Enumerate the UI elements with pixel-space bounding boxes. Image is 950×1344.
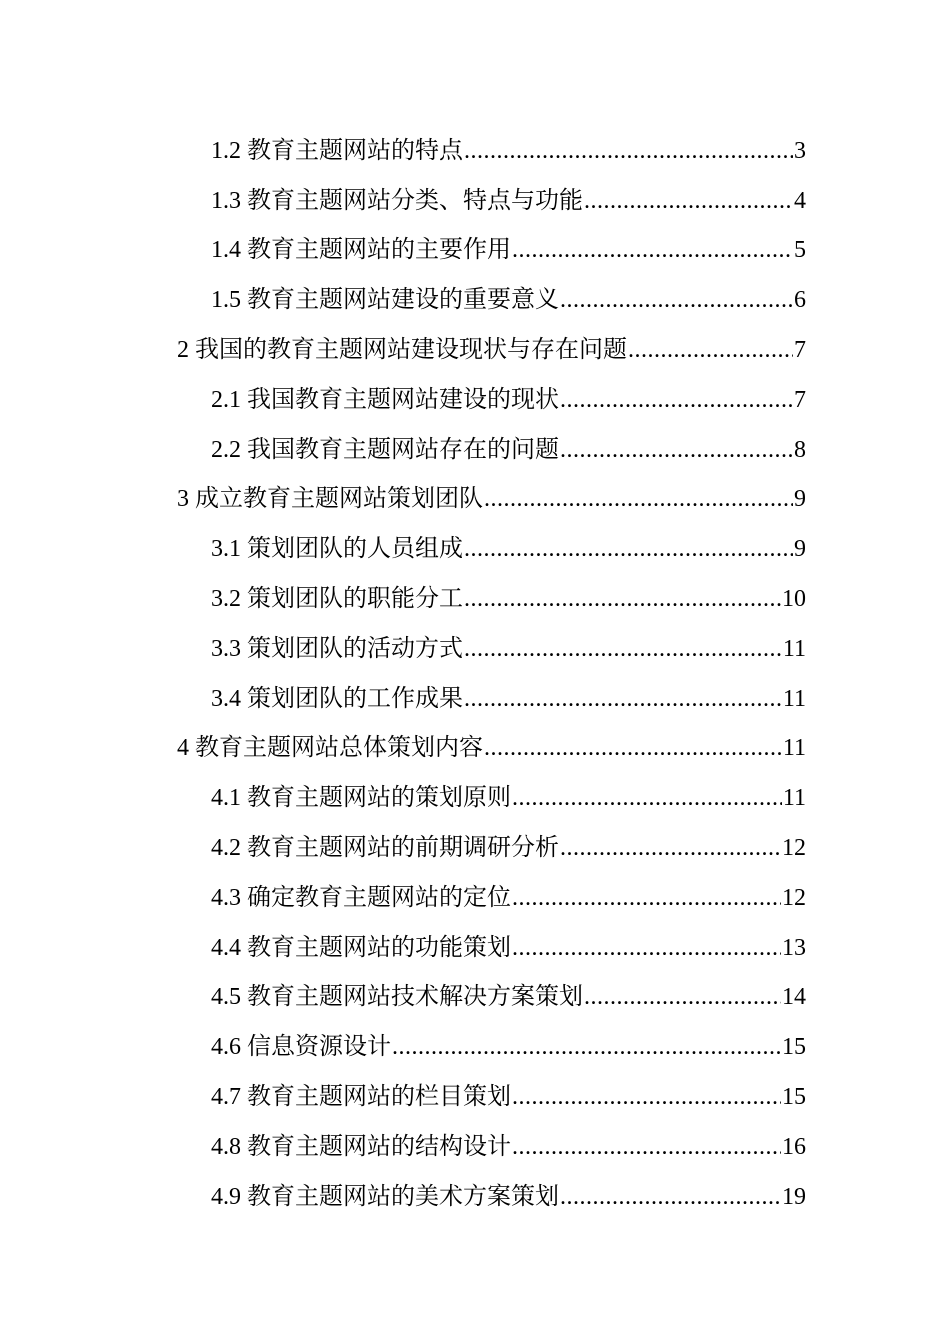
toc-page-number: 11 xyxy=(782,685,806,712)
toc-page-number: 9 xyxy=(794,536,806,563)
toc-entry-title: 4.4 教育主题网站的功能策划 xyxy=(211,934,511,961)
toc-entry[interactable] xyxy=(211,275,806,325)
toc-entry[interactable] xyxy=(211,1072,806,1122)
toc-entry-title: 3.1 策划团队的人员组成 xyxy=(211,536,463,563)
toc-page-number: 11 xyxy=(782,735,806,762)
toc-dot-leader xyxy=(512,1133,781,1161)
toc-entry-title: 4.2 教育主题网站的前期调研分析 xyxy=(211,835,559,862)
toc-dot-leader xyxy=(392,1033,781,1061)
toc-entry[interactable] xyxy=(211,674,806,724)
toc-page-number: 15 xyxy=(782,1034,806,1061)
toc-dot-leader xyxy=(512,784,782,812)
toc-dot-leader xyxy=(512,884,781,912)
toc-page-number: 7 xyxy=(794,386,806,413)
toc-dot-leader xyxy=(464,585,781,613)
toc-page-number: 11 xyxy=(782,635,806,662)
toc-entry-title: 4.8 教育主题网站的结构设计 xyxy=(211,1133,511,1160)
toc-entry-title: 2 我国的教育主题网站建设现状与存在问题 xyxy=(177,337,627,364)
toc-dot-leader xyxy=(484,485,793,513)
toc-entry[interactable] xyxy=(211,176,806,226)
toc-entry[interactable] xyxy=(211,1022,806,1072)
toc-entry[interactable] xyxy=(211,524,806,574)
toc-page-number: 7 xyxy=(794,337,806,364)
toc-entry[interactable] xyxy=(211,624,806,674)
toc-entry-title: 3 成立教育主题网站策划团队 xyxy=(177,486,483,513)
toc-page-number: 12 xyxy=(782,835,806,862)
toc-entry[interactable] xyxy=(211,126,806,176)
toc-chapter-entry[interactable] xyxy=(177,325,806,375)
toc-entry[interactable] xyxy=(211,923,806,973)
toc-entry-title: 3.4 策划团队的工作成果 xyxy=(211,685,463,712)
toc-dot-leader xyxy=(512,236,793,264)
toc-entry[interactable] xyxy=(211,375,806,425)
toc-dot-leader xyxy=(512,1083,781,1111)
toc-dot-leader xyxy=(560,1183,781,1211)
toc-dot-leader xyxy=(464,137,793,165)
toc-dot-leader xyxy=(560,286,793,314)
toc-entry[interactable] xyxy=(211,574,806,624)
toc-entry-title: 4.1 教育主题网站的策划原则 xyxy=(211,785,511,812)
toc-entry[interactable] xyxy=(211,226,806,276)
toc-entry-title: 4.5 教育主题网站技术解决方案策划 xyxy=(211,984,583,1011)
toc-dot-leader xyxy=(628,336,793,364)
toc-entry-title: 4.9 教育主题网站的美术方案策划 xyxy=(211,1183,559,1210)
toc-dot-leader xyxy=(560,436,793,464)
toc-page-number: 4 xyxy=(794,187,806,214)
toc-dot-leader xyxy=(464,635,782,663)
toc-dot-leader xyxy=(484,734,782,762)
toc-dot-leader xyxy=(584,983,781,1011)
toc-entry-title: 1.4 教育主题网站的主要作用 xyxy=(211,237,511,264)
toc-entry-title: 1.5 教育主题网站建设的重要意义 xyxy=(211,287,559,314)
toc-entry-title: 2.1 我国教育主题网站建设的现状 xyxy=(211,386,559,413)
toc-entry[interactable] xyxy=(211,973,806,1023)
toc-entry-title: 3.2 策划团队的职能分工 xyxy=(211,586,463,613)
toc-page-number: 10 xyxy=(782,586,806,613)
toc-page-number: 12 xyxy=(782,884,806,911)
toc-entry[interactable] xyxy=(211,773,806,823)
toc-dot-leader xyxy=(560,386,793,414)
toc-dot-leader xyxy=(512,934,781,962)
toc-entry[interactable] xyxy=(211,425,806,475)
toc-entry-title: 4.3 确定教育主题网站的定位 xyxy=(211,884,511,911)
toc-entry[interactable] xyxy=(211,1172,806,1222)
toc-page-number: 16 xyxy=(782,1133,806,1160)
toc-entry[interactable] xyxy=(211,1122,806,1172)
toc-page-number: 11 xyxy=(782,785,806,812)
toc-entry-title: 3.3 策划团队的活动方式 xyxy=(211,635,463,662)
toc-dot-leader xyxy=(560,834,781,862)
toc-chapter-entry[interactable] xyxy=(177,475,806,525)
toc-page-number: 9 xyxy=(794,486,806,513)
toc-entry-title: 4.7 教育主题网站的栏目策划 xyxy=(211,1084,511,1111)
toc-dot-leader xyxy=(464,685,782,713)
table-of-contents xyxy=(0,126,950,1222)
toc-entry-title: 1.3 教育主题网站分类、特点与功能 xyxy=(211,187,583,214)
toc-entry[interactable] xyxy=(211,873,806,923)
toc-entry-title: 4 教育主题网站总体策划内容 xyxy=(177,735,483,762)
toc-entry-title: 2.2 我国教育主题网站存在的问题 xyxy=(211,436,559,463)
toc-page-number: 19 xyxy=(782,1183,806,1210)
toc-dot-leader xyxy=(464,535,793,563)
toc-chapter-entry[interactable] xyxy=(177,724,806,774)
toc-entry[interactable] xyxy=(211,823,806,873)
toc-page-number: 8 xyxy=(794,436,806,463)
toc-page-number: 15 xyxy=(782,1084,806,1111)
toc-page-number: 3 xyxy=(794,137,806,164)
toc-dot-leader xyxy=(584,187,793,215)
toc-entry-title: 1.2 教育主题网站的特点 xyxy=(211,137,463,164)
toc-page-number: 6 xyxy=(794,287,806,314)
toc-page-number: 13 xyxy=(782,934,806,961)
toc-entry-title: 4.6 信息资源设计 xyxy=(211,1034,391,1061)
toc-page-number: 5 xyxy=(794,237,806,264)
toc-page-number: 14 xyxy=(782,984,806,1011)
